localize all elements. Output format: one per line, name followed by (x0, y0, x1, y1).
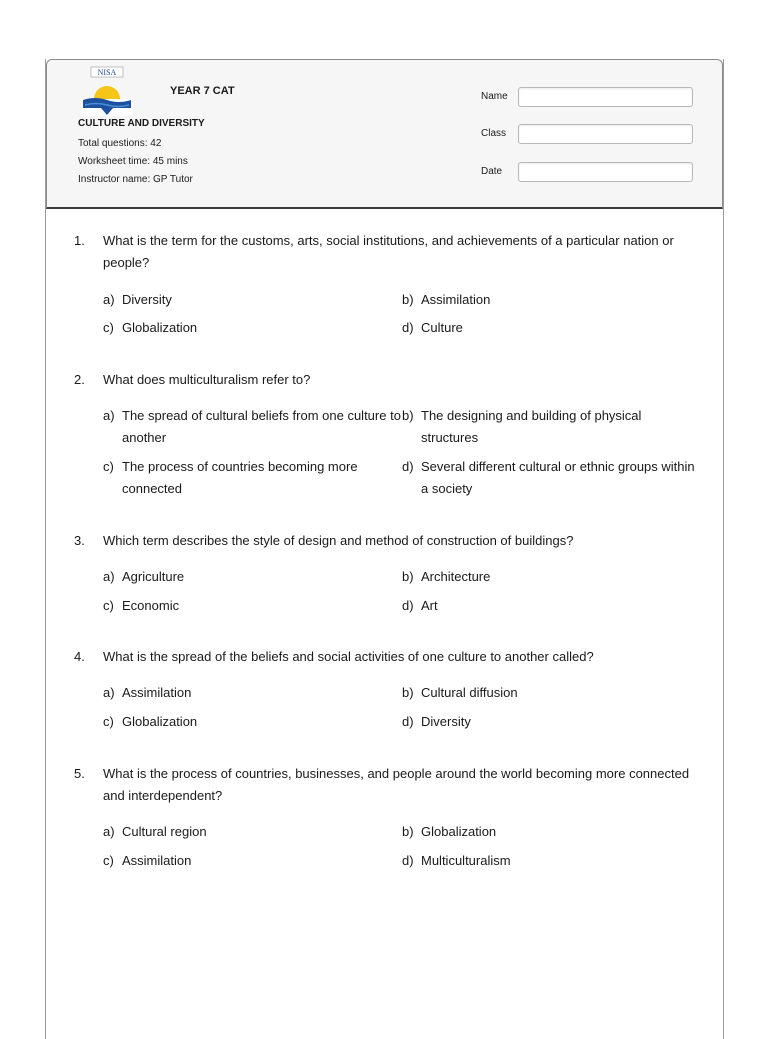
date-label: Date (481, 166, 503, 177)
question-text: What does multiculturalism refer to? (103, 372, 311, 387)
question-text: What is the process of countries, businesses, and people around the world becoming more connected and interdependent? (103, 766, 690, 803)
question-number: 2. (74, 372, 85, 387)
total-questions: Total questions: 42 (78, 138, 162, 149)
year-title: YEAR 7 CAT (170, 85, 235, 97)
worksheet-time: Worksheet time: 45 mins (78, 156, 188, 167)
class-label: Class (481, 128, 507, 139)
date-input[interactable] (518, 162, 693, 182)
question-number: 5. (74, 766, 85, 781)
class-input[interactable] (518, 124, 693, 144)
question-text: Which term describes the style of design and method of construction of buildings? (103, 533, 574, 548)
question-text: What is the spread of the beliefs and social activities of one culture to another called? (103, 649, 594, 664)
name-input[interactable] (518, 87, 693, 107)
question-text: What is the term for the customs, arts, social institutions, and achievements of a particular nation or people? (103, 233, 674, 270)
question-number: 4. (74, 649, 85, 664)
school-logo (81, 66, 133, 116)
question-number: 3. (74, 533, 85, 548)
worksheet-header (46, 59, 723, 209)
instructor-name: Instructor name: GP Tutor (78, 174, 193, 185)
worksheet-subject: CULTURE AND DIVERSITY (78, 118, 205, 129)
logo-text: NISA (97, 68, 117, 77)
name-label: Name (481, 91, 508, 102)
question-number: 1. (74, 233, 85, 248)
